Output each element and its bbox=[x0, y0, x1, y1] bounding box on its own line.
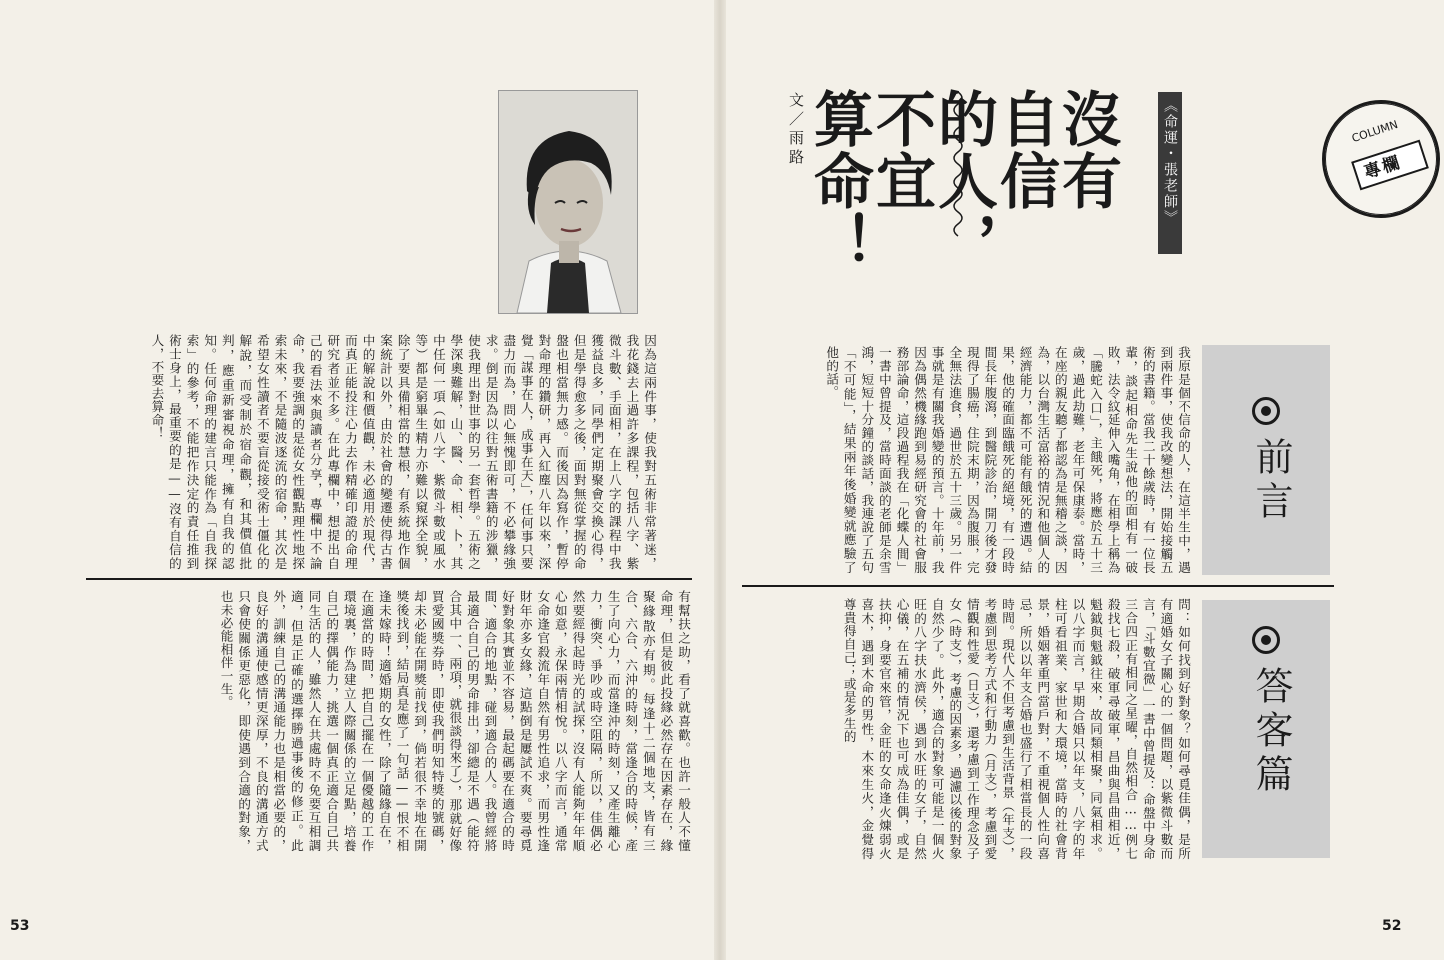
target-icon bbox=[1252, 626, 1280, 654]
left-upper-body: 因為這兩件事，使我對五術非常著迷，我花錢去上過許多課程，包括八字、紫微斗數、手面相，在上八字的課程中我獲益良多，同學們定期聚會交換心得，但是學得愈多之後，面對無從掌握的命盤也相當無力感。而後因為寫作，暫停對命理的鑽研，再入紅塵八年以來，深覺「謀事在人，成事在天」，任何事只要盡力而為，問心無愧即可，不必攀緣強求。倒是因為以往對五術書籍的涉獵，使我理出對世事的另一套哲學。五術之學深奧難解，山、醫、命、相、卜，其中任何一項（如八字、紫微斗數或風水等）都是窮畢生精力亦難以窺探全貌，除了要具備相當的慧根，有系統地作個案統計以外，由於社會的變遷使得古書中的解說和價值觀，未必適用於現代，而真正能投注心力去作精確印證的命理研究者並不多。在此專欄中，想提出自己的看法來與讀者分享，專欄中不論命，我要強調的是從女性觀點理性地探索未來，不是隨波逐流的宿命，其次是希望女性讀者不要盲從接受術士僵化的解說，而受制於宿命觀，和其價值批判，應重新審視命理，擁有自我的認知。任何命理的建言只能作為「自我探索」的參考，不能把作決定的責任推到術士身上，最重要的是——沒有自信的人，不要去算命！ bbox=[149, 334, 657, 570]
title-line-4: 不宜 bbox=[866, 88, 936, 212]
divider-rule-right bbox=[742, 585, 1334, 587]
right-upper-body: 我原是個不信命的人，在這半生中，遇到兩件事，使我改變想法，開始接觸五術的書籍。當我二十餘歲時，有一位長輩，談起相命先生說他的面相有一破敗，法令紋延伸入嘴角，在相學上稱為「騰蛇入口」，主餓死，將應於五十三歲，過此劫難，老年可保康泰。當時，在座的親友聽了都認為是無稽之談，因為，以台灣生活富裕的情況和他個人的經濟能力，都不可能有餓死的遭遇。結果，他的確面臨餓死的絕境，有一段時間長年腹瀉，到醫院診治，開刀後才發現得了腸癌，住院末期，因為腹脹，完全無法進食，過世於五十三歲。另一件事就是有關我婚變的預言。十年前，我因為偶然機緣跑到易經研究會的社會服務部論命，這段過程我在「化蝶人間」一書中曾提及，當時面談的老師是余雪鴻，短短十分鐘的談話，我連說了五句「不可能」，結果兩年後婚變就應驗了他的話。 bbox=[824, 346, 1191, 574]
page-number-left: 53 bbox=[10, 918, 30, 934]
column-badge bbox=[1322, 100, 1440, 218]
qa-heading: 答客篇 bbox=[1249, 666, 1293, 798]
target-icon bbox=[1252, 397, 1280, 425]
wavy-divider bbox=[948, 92, 968, 242]
series-label: 《命運・張老師》 bbox=[1158, 92, 1182, 254]
preface-heading: 前言 bbox=[1249, 437, 1293, 525]
title-line-5: 算命！ bbox=[804, 88, 874, 274]
qa-heading-box bbox=[1202, 600, 1330, 858]
preface-heading-box bbox=[1202, 345, 1330, 575]
left-lower-body: 有幫扶之助，看了就喜歡。也許一般人不懂命理，但是彼此投緣必然存在因素存在，緣聚緣散亦有期。每逢十二個地支，皆有三合、六合、六沖的時刻，當逢合的時候，產生了向心力，而當逢沖的時刻，又產生離心力，衝突、爭吵或時空阻隔，所以，佳偶必然要經得起時光的試探，沒有人能夠年年順心如意，永保兩情相悅。以八字而言，通常女命逢官殺流年自然有男性追求，而男性逢財年亦多女緣，這點倒是屢試不爽。要尋覓好對象其實並不容易，最起碼要在適合的時間、適合的地點，碰到適合的人。我曾經將最適合自己的男命排出，卻總是不遇（能符合其中一、兩項，就很談得來了），那就好像買愛國獎券時，即使我們明知特獎的號碼，却未必能在開獎前找到，倘若很不幸地在開獎後找到，結局真是應了一句話——恨不相逢未嫁時！適婚期的女性，除了隨緣自在，在適當的時間，把自己擺在一個優越的工作環境裏，作為建立人際關係的立足點，培養自己的擇偶能力，挑選一個真正適合自己共同生活的人，雖然人在共處時不免要互相調適，但是正確的選擇勝過事後的修正。此外，訓練自己的溝通能力也是相當必要的，良好的溝通使感情更深厚，不良的溝通方式只會使關係更惡化，即使遇到合適的對象，也未必能相伴一生。 bbox=[218, 590, 691, 852]
page-gutter bbox=[714, 0, 726, 960]
badge-column-chinese: 專欄 bbox=[1361, 152, 1404, 184]
badge-column-label: COLUMN bbox=[1350, 117, 1400, 146]
title-line-1: 沒有 bbox=[1052, 88, 1122, 212]
right-lower-body: 問：如何找到好對象？如何尋覓佳偶，是所有適婚女子關心的一個問題，以紫微斗數而言，「斗數宜微」一書中曾提及：命盤中身命三合四正有相同之星曜，自然相合……例七殺找七殺，破軍尋破軍，昌曲與昌曲相近，魁鉞與魁鉞往來，故同類相聚，同氣相求。以八字而言，早期合婚只以年支，八字的年柱可看祖業、家世和大環境，當時的社會背景，婚姻著重門當戶對，不重視個人性向喜忌，所以以年支合婚也盛行了相當長的一段時間。現代人不但考慮到生活背景（年支），考慮到思考方式和行動力（月支），考慮到愛情觀和性愛（日支），還考慮到工作理念及子女（時支），考慮的因素多，過濾以後的對象自然少了。此外，適合的對象可能是一個火旺的八字扶水濟侯，遇到水旺的女子，自然心儀，在五補的情況下也可成為佳偶，或是扶抑，身要官來管，金旺的女命逢火煉弱火喜木，遇到木命的男性，木來生火，金覺得尊貴得自己；或是多生的 bbox=[841, 598, 1191, 860]
page-number-right: 52 bbox=[1382, 918, 1402, 934]
author-photo bbox=[498, 90, 638, 314]
title-line-3: 的人， bbox=[928, 88, 998, 274]
title-line-2: 自信 bbox=[990, 88, 1060, 212]
byline: 文／雨路 bbox=[787, 92, 805, 168]
divider-rule-left bbox=[86, 578, 692, 580]
